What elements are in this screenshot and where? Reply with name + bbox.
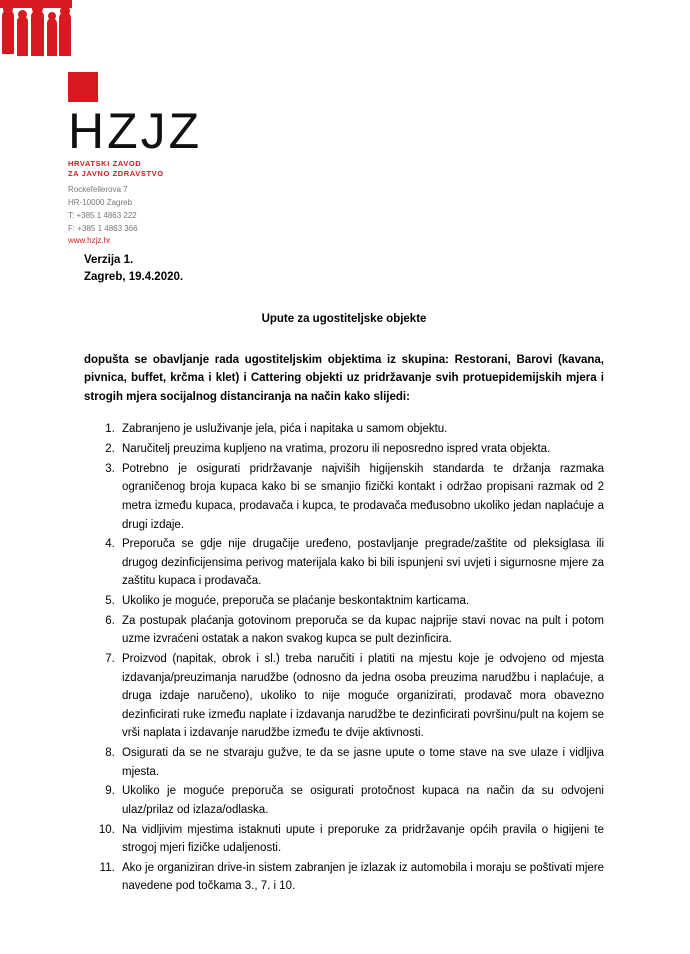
list-item: 5. Ukoliko je moguće, preporuča se plaćanje beskontaktnim karticama. [118, 592, 604, 611]
rules-list [84, 420, 604, 896]
list-item: 2. Naručitelj preuzima kupljeno na vratima, prozoru ili neposredno ispred vrata objekta. [118, 440, 604, 459]
list-item: 3. Potrebno je osigurati pridržavanje najviših higijenskih standarda te držanja razmaka ograničenog broja kupaca kako bi se smanjio fizički kontakt i održao propisani razmak od 2 metra između kupaca, prodavača i kupca, te prodavača međusobno ukoliko jedan naplaćuje a drugi izdaje. [118, 460, 604, 535]
list-item: 7. Proizvod (napitak, obrok i sl.) treba naručiti i platiti na mjestu koje je odvojeno od mjesta izdavanja/preuzimanja narudžbe (odnosno da jedna osoba preuzima narudžbu i naplaćuje, a druga izdaje naručeno), ukoliko to nije moguće organizirati, prodavač mora obavezno dezinficirati ruke između naplate i izdavanja narudžbe te dezinficirati površinu/pult na kojem se vrši naplata i izdavanje narudžbe između te dvije aktivnosti. [118, 650, 604, 743]
list-item: 8. Osigurati da se ne stvaraju gužve, te da se jasne upute o tome stave na sve ulaze i vidljiva mjesta. [118, 744, 604, 781]
version-label: Verzija 1. [84, 254, 134, 266]
fax-number: F: +385 1 4863 366 [68, 223, 138, 233]
organization-logo [68, 72, 328, 248]
letterhead [0, 0, 690, 246]
intro-paragraph: dopušta se obavljanje rada ugostiteljskim objektima iz skupina: Restorani, Barovi (kavana, pivnica, buffet, krčma i klet) i Cattering objekti uz pridržavanje svih protuepidemijskih mjera i strogih mjera socijalnog distanciranja na način kako slijedi: [84, 353, 604, 403]
red-square-mark-icon [68, 72, 98, 102]
website-link[interactable]: www.hzjz.hr [68, 236, 111, 246]
address-street: Rockefellerova 7 [68, 185, 128, 195]
document-meta [84, 252, 604, 287]
institution-name [68, 159, 328, 179]
list-item: 6. Za postupak plaćanja gotovinom preporuča se da kupac najprije stavi novac na pult i potom uzme izvraćeni ostatak a nakon svakog kupca se pult dezinficira. [118, 612, 604, 649]
document-body [84, 252, 604, 897]
address-city: HR-10000 Zagreb [68, 198, 133, 208]
list-item: 1. Zabranjeno je usluživanje jela, pića i napitaka u samom objektu. [118, 420, 604, 439]
institution-name-line2: ZA JAVNO ZDRAVSTVO [68, 169, 164, 179]
people-silhouettes-icon [0, 0, 72, 72]
list-item: 11. Ako je organiziran drive-in sistem zabranjen je izlazak iz automobila i moraju se poštivati mjere navedene pod točkama 3., 7. i 10. [118, 859, 604, 896]
institution-name-line1: HRVATSKI ZAVOD [68, 159, 142, 168]
list-item: 10. Na vidljivim mjestima istaknuti upute i preporuke za pridržavanje općih pravila o higijeni te strogoj mjeri fizičke udaljenosti. [118, 821, 604, 858]
logo-wordmark: HZJZ [68, 103, 203, 159]
list-item: 4. Preporuča se gdje nije drugačije uređeno, postavljanje pregrade/zaštite od pleksiglasa ili drugog dezinficijensima perivog materijala kako bi bili ispunjeni svi uvjeti i sigurnosne mjere za zaštitu kupaca i prodavača. [118, 535, 604, 591]
phone-number: T: +385 1 4863 222 [68, 210, 137, 220]
contact-block [68, 184, 328, 248]
page-title: Upute za ugostiteljske objekte [261, 312, 427, 325]
list-item: 9. Ukoliko je moguće preporuča se osigurati protočnost kupaca na način da su odvojeni ulaz/prilaz od izlaza/odlaska. [118, 782, 604, 819]
place-date-label: Zagreb, 19.4.2020. [84, 271, 184, 284]
